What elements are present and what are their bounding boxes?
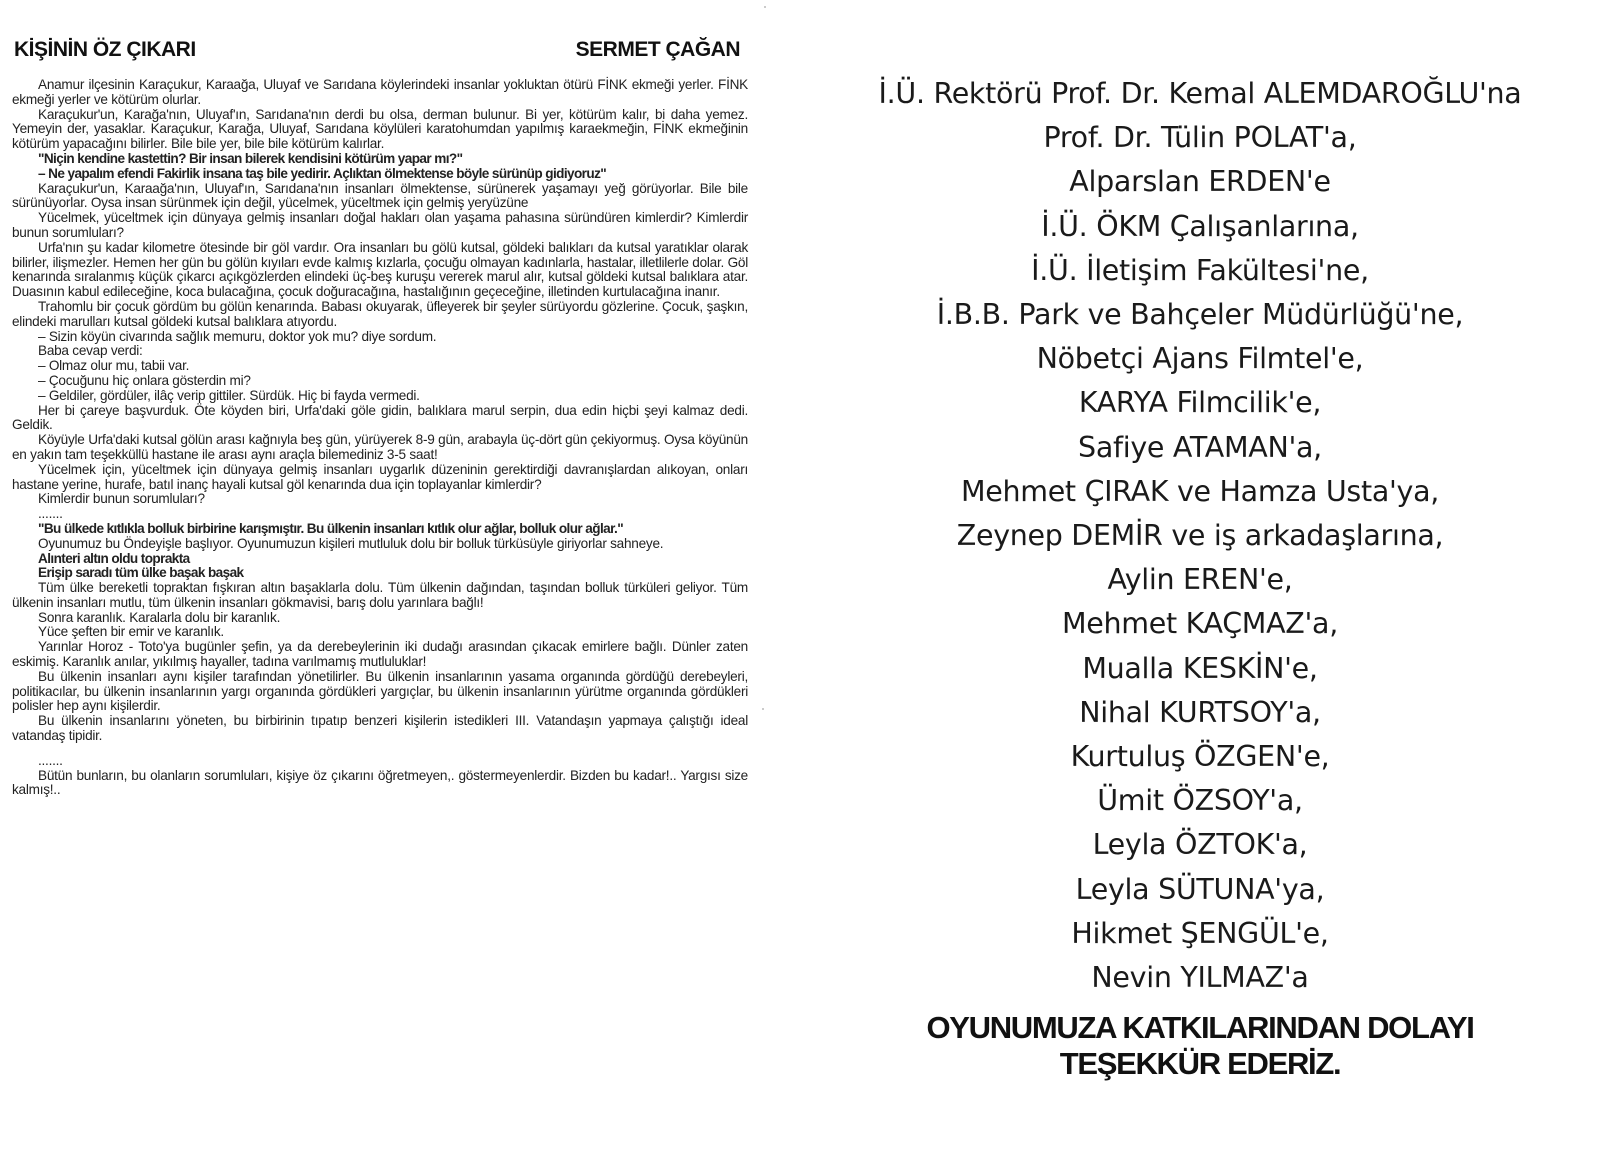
article-paragraph: Karaçukur'un, Karağa'nın, Uluyaf'ın, Sarıdana'nın derdi bu olsa, derman bulunur. Bi yer, kötürüm kalır, bi daha yemez. Yemeyin der, yasaklar. Karaçukur, Karağa, Uluyaf, Sarıdana köylüleri karatohumdan yapılmış karaekmeğin, FİNK ekmeğinin kötürüm yapacağını bilirler. Bile bile yer, bile bile kötürüm kalırlar. bbox=[12, 106, 748, 152]
article-paragraph: – Çocuğunu hiç onlara gösterdin mi? bbox=[38, 372, 251, 388]
article-paragraph: "Bu ülkede kıtlıkla bolluk birbirine karışmıştır. Bu ülkenin insanları kıtlık olur ağlar, bolluk olur ağlar." bbox=[38, 520, 624, 536]
article-paragraph: Trahomlu bir çocuk gördüm bu gölün kenarında. Babası okuyarak, üfleyerek bir şeyler sürüyordu gözlerine. Çocuk, şaşkın, elindeki marulları kutsal göldeki kutsal balıklara atıyordu. bbox=[12, 298, 748, 329]
article-paragraph: Bu ülkenin insanlarını yöneten, bu birbirinin tıpatıp benzeri kişilerin istedikleri III. Vatandaşın yapmaya çalıştığı ideal vatandaş tipidir. bbox=[12, 713, 748, 744]
article-body bbox=[12, 78, 748, 798]
acknowledgement-item: Nöbetçi Ajans Filmtel'e, bbox=[1036, 342, 1364, 376]
acknowledgement-item: Aylin EREN'e, bbox=[1107, 563, 1293, 597]
article-paragraph: Yüce şeften bir emir ve karanlık. bbox=[38, 624, 224, 640]
page-divider bbox=[778, 0, 779, 1152]
article-header bbox=[14, 38, 740, 62]
acknowledgement-item: İ.B.B. Park ve Bahçeler Müdürlüğü'ne, bbox=[936, 298, 1464, 332]
acknowledgement-item: Leyla ÖZTOK'a, bbox=[1092, 828, 1308, 862]
left-page bbox=[0, 0, 770, 1152]
article-title: KİŞİNİN ÖZ ÇIKARI bbox=[14, 38, 196, 61]
article-paragraph: ....... bbox=[38, 506, 63, 522]
acknowledgement-item: Mehmet KAÇMAZ'a, bbox=[1062, 607, 1338, 641]
article-paragraph: Oyunumuz bu Öndeyişle başlıyor. Oyunumuzun kişileri mutluluk dolu bir bolluk türküsüyle giriyorlar sahneye. bbox=[38, 535, 664, 551]
article-paragraph: Baba cevap verdi: bbox=[38, 343, 143, 359]
scan-speck bbox=[764, 6, 766, 8]
article-paragraph: Bütün bunların, bu olanların sorumluları, kişiye öz çıkarını öğretmeyen,. göstermeyenlerdir. Bizden bu kadar!.. Yargısı size kalmış!.. bbox=[12, 767, 748, 798]
article-paragraph: Tüm ülke bereketli topraktan fışkıran altın başaklarla dolu. Tüm ülkenin dağından, taşından bolluk türküleri geliyor. Tüm ülkenin insanları mutlu, tüm ülkenin insanları gökmavisi, barış dolu yarınlara bağlı! bbox=[12, 580, 748, 610]
acknowledgement-item: Nevin YILMAZ'a bbox=[1091, 961, 1309, 995]
article-paragraph: Yücelmek için, yüceltmek için dünyaya gelmiş insanları uygarlık düzeninin gerektirdiği davranışlardan alıkoyan, onları hastane yerine, hurafe, batıl inanç hayali kutsal göl kenarında dua için toplayanlar kimlerdir? bbox=[12, 461, 748, 492]
acknowledgement-item: KARYA Filmcilik'e, bbox=[1078, 386, 1322, 420]
article-paragraph: – Ne yapalım efendi Fakirlik insana taş bile yedirir. Açlıktan ölmektense böyle sürünüp gidiyoruz" bbox=[38, 165, 607, 181]
article-author: SERMET ÇAĞAN bbox=[575, 38, 740, 61]
article-paragraph: Urfa'nın şu kadar kilometre ötesinde bir göl vardır. Ora insanları bu gölü kutsal, göldeki balıkları da kutsal yaratıklar olarak bilirler, ilişmezler. Hemen her gün bu gölün kıyıları evde kalmış kızlarla, çocuğu olmayan kadınlarla, hastalar, illetlilerle dolar. Göl kenarında sıralanmış küçük çıkarcı açıkgözlerden elindeki üç-beş kuruşu vererek marul alır, kutsal göldeki kutsal balıklara atar. Duasının kabul edileceğine, koca bulacağına, çocuk doğuracağına, hastalığının geçeceğine, illetinden kurtulacağına inanır. bbox=[12, 239, 748, 300]
acknowledgement-item: İ.Ü. Rektörü Prof. Dr. Kemal ALEMDAROĞLU'na bbox=[878, 77, 1522, 110]
right-page bbox=[800, 0, 1600, 1152]
article-paragraph: Sonra karanlık. Karalarla dolu bir karanlık. bbox=[38, 609, 281, 625]
article-paragraph: – Olmaz olur mu, tabii var. bbox=[38, 358, 190, 374]
scan-speck bbox=[762, 708, 764, 710]
acknowledgement-item: İ.Ü. ÖKM Çalışanlarına, bbox=[1041, 209, 1359, 243]
acknowledgement-item: Mualla KESKİN'e, bbox=[1082, 651, 1318, 685]
closing-statement bbox=[840, 1010, 1560, 1082]
article-paragraph: Yücelmek, yüceltmek için dünyaya gelmiş insanları doğal hakları olan yaşama pahasına süründüren kimlerdir? Kimlerdir bunun sorumluları? bbox=[12, 210, 748, 240]
acknowledgement-item: Ümit ÖZSOY'a, bbox=[1097, 784, 1303, 818]
article-paragraph: ....... bbox=[38, 752, 63, 768]
article-paragraph: Köyüyle Urfa'daki kutsal gölün arası kağnıyla beş gün, yürüyerek 8-9 gün, arabayla üç-dört gün çekiyormuş. Oysa köyünün en yakın tam teşekküllü hastane ile arası aynı araçla bilemediniz 3-5 saat! bbox=[12, 432, 748, 462]
acknowledgement-item: Hikmet ŞENGÜL'e, bbox=[1071, 916, 1329, 950]
article-paragraph: "Niçin kendine kastettin? Bir insan bilerek kendisini kötürüm yapar mı?" bbox=[38, 150, 463, 166]
acknowledgement-item: Prof. Dr. Tülin POLAT'a, bbox=[1043, 121, 1357, 155]
acknowledgement-item: İ.Ü. İletişim Fakültesi'ne, bbox=[1031, 253, 1369, 287]
article-paragraph: – Sizin köyün civarında sağlık memuru, doktor yok mu? diye sordum. bbox=[38, 328, 437, 344]
closing-line-2: TEŞEKKÜR EDERİZ. bbox=[1059, 1046, 1341, 1081]
acknowledgement-item: Leyla SÜTUNA'ya, bbox=[1075, 872, 1325, 906]
article-paragraph: Alınteri altın oldu toprakta bbox=[38, 550, 190, 566]
closing-line-1: OYUNUMUZA KATKILARINDAN DOLAYI bbox=[926, 1010, 1474, 1045]
article-paragraph: Her bi çareye başvurduk. Öte köyden biri, Urfa'daki göle gidin, balıklara marul serpin, dua edin hiçbi şeyi kalmaz dedi. Geldik. bbox=[12, 402, 748, 433]
acknowledgement-item: Nihal KURTSOY'a, bbox=[1079, 695, 1321, 729]
acknowledgement-item: Zeynep DEMİR ve iş arkadaşlarına, bbox=[956, 519, 1444, 553]
acknowledgement-item: Kurtuluş ÖZGEN'e, bbox=[1070, 740, 1330, 774]
article-paragraph: Bu ülkenin insanları aynı kişiler tarafından yönetilirler. Bu ülkenin insanlarının yasama organında gördüğü derebeyleri, politikacılar, bu ülkenin insanlarının yargı organında gördükleri yargıçlar, bu ülkenin insanlarının yürütme organında gördükleri polisler hep aynı kişilerdir. bbox=[12, 668, 748, 714]
acknowledgements-list bbox=[840, 72, 1560, 1000]
article-paragraph: Karaçukur'un, Karaağa'nın, Uluyaf'ın, Sarıdana'nın insanları ölmektense, sürünerek yaşamayı yeğ görüyorlar. Bile bile sürünüyorlar. Oysa insan sürünmek için değil, yücelmek, yüceltmek için gelmiş yeryüzüne bbox=[12, 180, 748, 211]
acknowledgement-item: Safiye ATAMAN'a, bbox=[1078, 430, 1322, 464]
acknowledgement-item: Alparslan ERDEN'e bbox=[1069, 165, 1331, 199]
article-paragraph: Anamur ilçesinin Karaçukur, Karaağa, Uluyaf ve Sarıdana köylerindeki insanlar yokluktan ötürü FİNK ekmeği yerler. FİNK ekmeği yerler ve kötürüm olurlar. bbox=[12, 77, 748, 107]
acknowledgement-item: Mehmet ÇIRAK ve Hamza Usta'ya, bbox=[960, 474, 1440, 508]
article-paragraph: – Geldiler, gördüler, ilâç verip gittiler. Sürdük. Hiç bi fayda vermedi. bbox=[38, 387, 420, 403]
article-paragraph: Erişip saradı tüm ülke başak başak bbox=[38, 565, 244, 581]
article-paragraph: Yarınlar Horoz - Toto'ya bugünler şefin, ya da derebeylerinin iki dudağı arasından çıkacak emirlere bağlı. Dünler zaten eskimiş. Karanlık anılar, yıkılmış hayaller, tadına varılmamış mutluluklar! bbox=[12, 639, 748, 670]
article-paragraph: Kimlerdir bunun sorumluları? bbox=[38, 491, 205, 507]
